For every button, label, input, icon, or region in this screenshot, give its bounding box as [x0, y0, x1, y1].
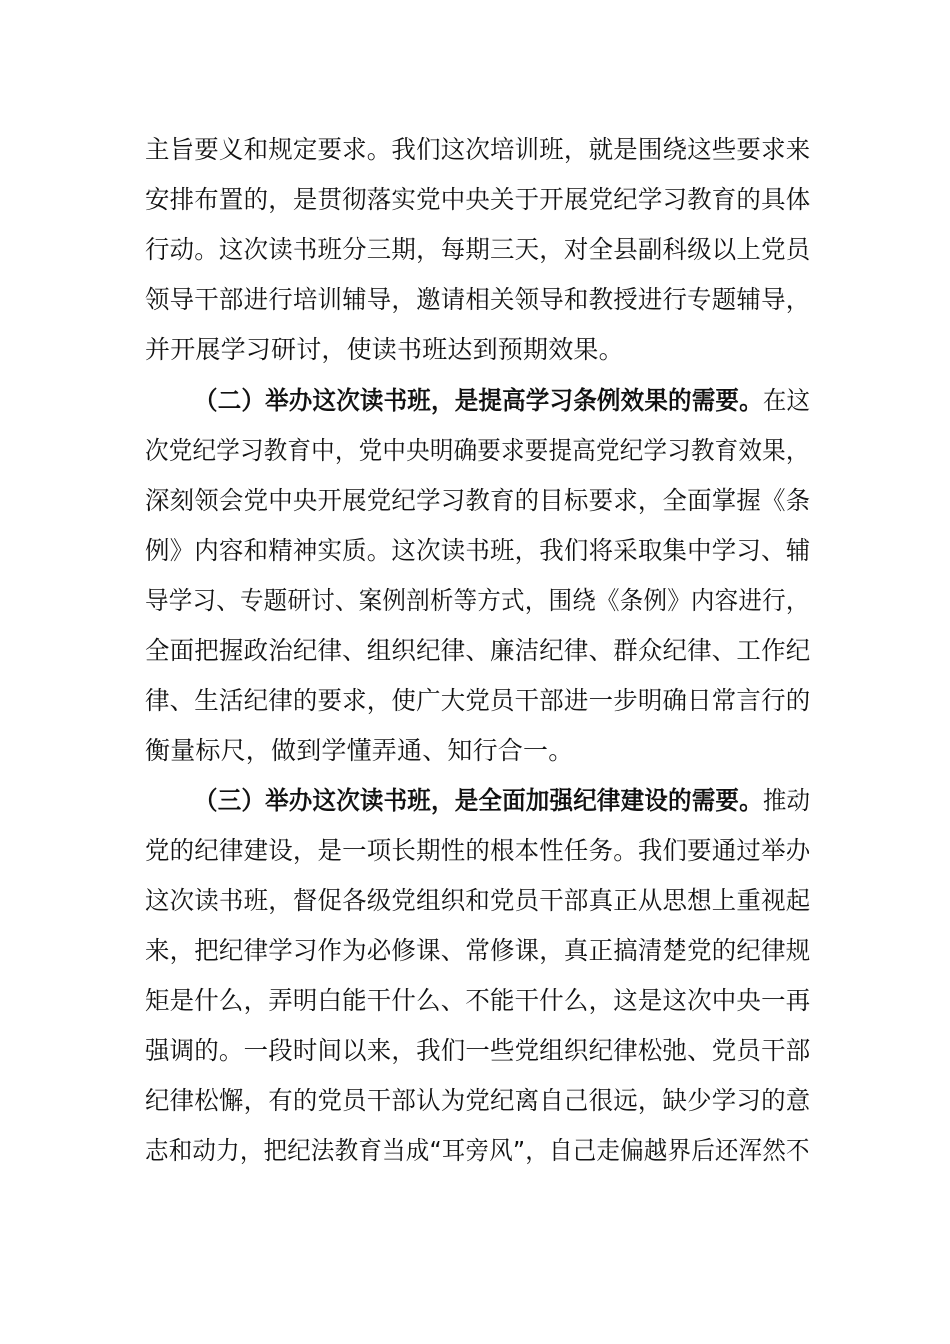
- p3-line-3: 来，把纪律学习作为必修课、常修课，真正搞清楚党的纪律规: [145, 936, 811, 965]
- p3-line-6: 纪律松懈，有的党员干部认为党纪离自己很远，缺少学习的意: [145, 1086, 811, 1115]
- p2-first-line-rest: 在这: [762, 386, 811, 415]
- p1-line-3: 行动。这次读书班分三期，每期三天，对全县副科级以上党员: [145, 235, 811, 264]
- p3-line-5: 强调的。一段时间以来，我们一些党组织纪律松弛、党员干部: [145, 1036, 811, 1065]
- p1-line-1: 主旨要义和规定要求。我们这次培训班，就是围绕这些要求来: [145, 135, 811, 164]
- p3-line-2: 这次读书班，督促各级党组织和党员干部真正从思想上重视起: [145, 886, 811, 915]
- p2-line-6: 律、生活纪律的要求，使广大党员干部进一步明确日常言行的: [145, 686, 811, 715]
- p2-line-1: 次党纪学习教育中，党中央明确要求要提高党纪学习教育效果，: [145, 436, 810, 465]
- p3-first-line: [194, 785, 810, 817]
- p3-line-4: 矩是什么，弄明白能干什么、不能干什么，这是这次中央一再: [145, 986, 811, 1015]
- p1-line-5: 并开展学习研讨，使读书班达到预期效果。: [145, 335, 624, 364]
- p1-line-4: 领导干部进行培训辅导，邀请相关领导和教授进行专题辅导，: [145, 285, 811, 314]
- p3-line-7: 志和动力，把纪法教育当成“耳旁风”，自己走偏越界后还浑然不: [145, 1136, 810, 1165]
- p2-first-line: [194, 385, 810, 417]
- p3-line-1: 党的纪律建设，是一项长期性的根本性任务。我们要通过举办: [145, 836, 811, 865]
- p2-line-4: 导学习、专题研讨、案例剖析等方式，围绕《条例》内容进行，: [145, 586, 810, 615]
- p2-line-2: 深刻领会党中央开展党纪学习教育的目标要求，全面掌握《条: [145, 486, 811, 515]
- p2-heading: （二）举办这次读书班，是提高学习条例效果的需要。: [194, 386, 763, 415]
- p2-line-7: 衡量标尺，做到学懂弄通、知行合一。: [145, 736, 574, 765]
- p2-line-3: 例》内容和精神实质。这次读书班，我们将采取集中学习、辅: [145, 536, 811, 565]
- p3-first-line-rest: 推动: [762, 786, 811, 815]
- p1-line-2: 安排布置的，是贯彻落实党中央关于开展党纪学习教育的具体: [145, 185, 811, 214]
- p2-line-5: 全面把握政治纪律、组织纪律、廉洁纪律、群众纪律、工作纪: [145, 636, 811, 665]
- p3-heading: （三）举办这次读书班，是全面加强纪律建设的需要。: [194, 786, 763, 815]
